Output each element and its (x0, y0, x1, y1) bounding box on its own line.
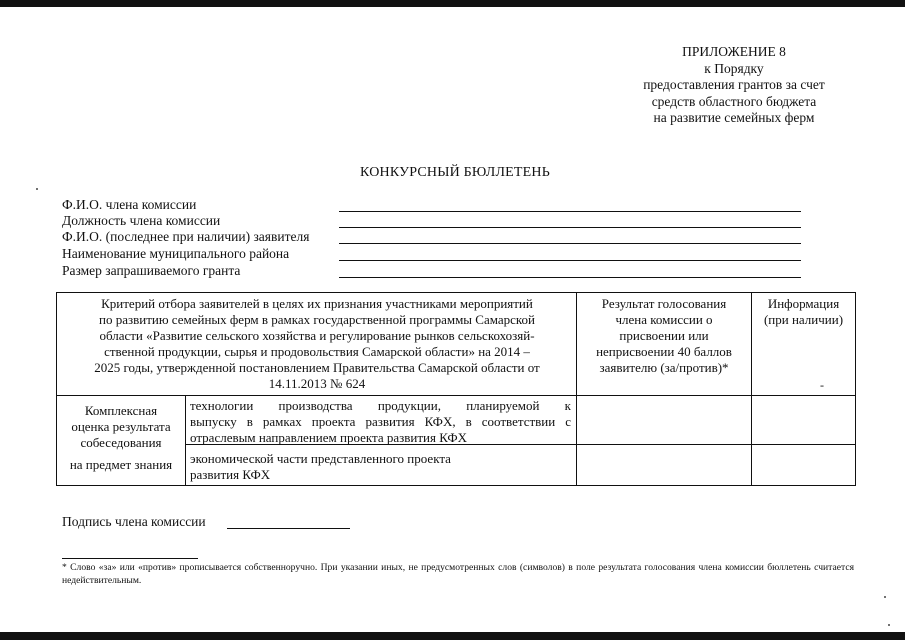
row-line: экономической части представленного проекта (190, 451, 451, 466)
field-line-member-name[interactable] (339, 211, 801, 212)
scan-speck (888, 624, 890, 626)
appendix-header (600, 44, 868, 127)
vote-cell-technology[interactable] (577, 396, 751, 444)
appendix-line: ПРИЛОЖЕНИЕ 8 (682, 44, 786, 59)
signature-line[interactable] (227, 528, 350, 529)
assessment-label (57, 403, 185, 473)
scan-top-edge (0, 0, 905, 7)
field-label-member-name: Ф.И.О. члена комиссии (62, 197, 197, 212)
info-header (752, 296, 855, 328)
table-divider (185, 396, 186, 485)
result-line: Результат голосования (601, 296, 727, 311)
row-technology-last-line: отраслевым направлением проекта развития КФХ (190, 430, 467, 445)
appendix-line: на развитие семейных ферм (653, 110, 815, 125)
assessment-line: на предмет знания (69, 457, 173, 472)
vote-cell-economics[interactable] (577, 445, 751, 485)
signature-label: Подпись члена комиссии (62, 514, 206, 529)
appendix-line: предоставления грантов за счет (643, 77, 825, 92)
assessment-line: оценка результата (71, 419, 171, 434)
field-line-applicant-name[interactable] (339, 243, 801, 244)
field-label-district: Наименование муниципального района (62, 246, 290, 261)
document-title: КОНКУРСНЫЙ БЮЛЛЕТЕНЬ (360, 165, 550, 180)
field-label-grant-size: Размер запрашиваемого гранта (62, 263, 241, 278)
row-economics-text (190, 451, 571, 483)
info-cell-technology[interactable] (752, 396, 855, 444)
criterion-line: ственной продукции, сырья и продовольствия Самарской области» на 2014 – (104, 344, 530, 359)
criterion-line: Критерий отбора заявителей в целях их признания участниками мероприятий (101, 296, 533, 311)
info-cell-economics[interactable] (752, 445, 855, 485)
criterion-line: 14.11.2013 № 624 (268, 376, 366, 391)
field-label-member-position: Должность члена комиссии (62, 213, 221, 228)
info-line: Информация (767, 296, 840, 311)
scan-speck (884, 596, 886, 598)
field-label-applicant-name: Ф.И.О. (последнее при наличии) заявителя (62, 229, 310, 244)
assessment-line: Комплексная (84, 403, 158, 418)
criterion-line: по развитию семейных ферм в рамках государственной программы Самарской (98, 312, 536, 327)
field-line-grant-size[interactable] (339, 277, 801, 278)
appendix-line: средств областного бюджета (651, 93, 817, 109)
result-line: заявителю (за/против)* (599, 360, 729, 375)
assessment-line: собеседования (80, 435, 162, 450)
row-line: выпуску в рамках проекта развития КФХ, в соответствии с (190, 414, 571, 429)
result-header (579, 296, 749, 376)
row-technology-text (190, 398, 571, 430)
ballot-table (56, 292, 856, 486)
criterion-header (57, 296, 577, 392)
footnote-text: * Слово «за» или «против» прописывается собственноручно. При указании иных, не предусмотренных слов (символов) в поле результата голосования члена комиссии бюллетень считается недействительным. (62, 562, 854, 586)
info-line: (при наличии) (763, 312, 844, 327)
field-line-district[interactable] (339, 260, 801, 261)
footnote-rule (62, 558, 198, 559)
scan-bottom-edge (0, 632, 905, 640)
field-line-member-position[interactable] (339, 227, 801, 228)
result-line: члена комиссии о (615, 312, 713, 327)
scan-speck (36, 188, 38, 190)
appendix-line: к Порядку (704, 60, 764, 76)
criterion-line: области «Развитие сельского хозяйства и регулирование рынков сельскохозяй- (99, 328, 535, 343)
info-dash: - (820, 378, 824, 392)
criterion-line: 2025 годы, утвержденной постановлением Правительства Самарской области от (94, 360, 540, 375)
result-line: присвоении или (619, 328, 709, 343)
row-line: развития КФХ (190, 467, 271, 482)
result-line: неприсвоении 40 баллов (596, 344, 732, 359)
row-line: технологии производства продукции, планируемой к (190, 398, 571, 413)
